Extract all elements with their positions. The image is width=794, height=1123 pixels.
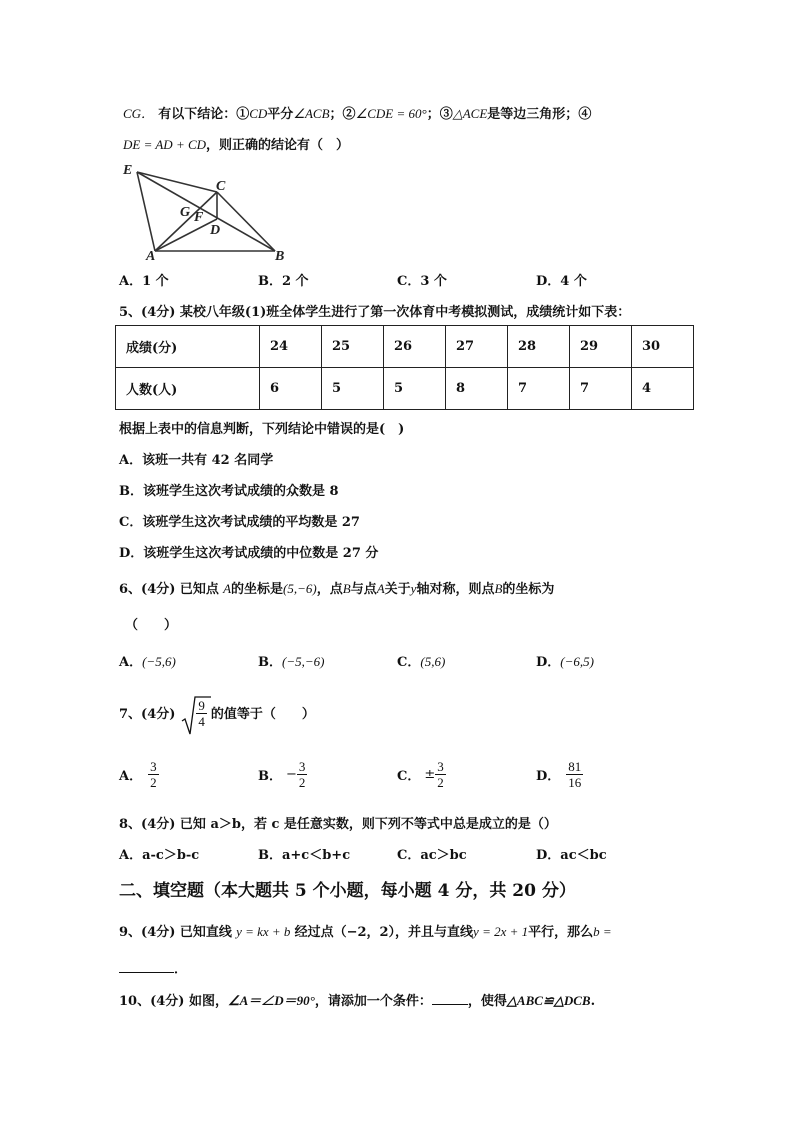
q6-option-b <box>258 651 324 670</box>
q6-option-c-value: (5,6) <box>420 654 446 669</box>
q9-answer-blank[interactable] <box>119 960 174 973</box>
fraction-denominator: 2 <box>437 774 444 790</box>
q7-option-d-fraction <box>566 759 583 790</box>
q9-line-2: y = 2x + 1 <box>473 924 529 939</box>
table-row <box>116 326 694 368</box>
q4-sep-2: ； <box>426 107 440 122</box>
q5-score-cell: 24 <box>260 326 322 368</box>
q5-score-cell: 27 <box>446 326 508 368</box>
q4-option-d: D．4 个 <box>536 274 587 289</box>
q6-option-a <box>119 651 176 670</box>
q6-paren: （ ） <box>125 618 178 633</box>
q9-answer-line <box>119 958 187 977</box>
q4-sep-1: ； <box>329 107 343 122</box>
label-E: E <box>123 163 133 178</box>
q4-conclusion-1-math: CD <box>249 106 268 121</box>
q6-option-b-label: B． <box>258 655 282 670</box>
q7-option-b-sign: − <box>286 766 297 782</box>
q4-geometry-figure <box>120 162 295 262</box>
q5-option-d: D．该班学生这次考试成绩的中位数是 27 分 <box>119 546 379 561</box>
q6-text-5: 轴对称，则点 <box>416 582 495 597</box>
fraction-denominator: 16 <box>568 774 582 790</box>
q6-coordinate: (5,−6) <box>283 581 317 596</box>
q8-stem: 8、(4分) 已知 a＞b，若 c 是任意实数，则下列不等式中总是成立的是（） <box>119 817 557 832</box>
q4-conclusion-2-math: ∠CDE = 60° <box>355 106 427 121</box>
q5-stem: 5、(4分) 某校八年级(1)班全体学生进行了第一次体育中考模拟测试，成绩统计如下表： <box>119 305 631 320</box>
fraction-numerator: 3 <box>150 758 157 774</box>
fraction-denominator: 2 <box>298 774 306 790</box>
q7-option-a <box>119 756 159 792</box>
q7-option-c <box>397 756 446 792</box>
label-A: A <box>146 249 156 262</box>
q5-count-cell: 4 <box>632 368 694 410</box>
line-EB <box>137 172 275 251</box>
q6-option-d-value: (−6,5) <box>560 654 594 669</box>
q6-point-a-2: A <box>376 581 385 596</box>
q8-option-b: B．a+c＜b+c <box>258 848 351 863</box>
q5-count-cell: 6 <box>260 368 322 410</box>
line-EA <box>137 172 155 251</box>
q7-option-b-fraction <box>297 759 308 790</box>
radical-sign-icon <box>181 695 211 737</box>
q7-radicand-numerator: 9 <box>198 698 205 713</box>
q10-tail: ，使得 <box>467 994 507 1009</box>
q6-text-3: 与点 <box>350 582 377 597</box>
q5-score-cell: 29 <box>570 326 632 368</box>
q5-count-cell: 5 <box>384 368 446 410</box>
q7-option-b-label: B． <box>258 768 282 784</box>
q5-score-table <box>115 325 694 410</box>
q7-suffix: 的值等于（ ） <box>210 706 315 722</box>
q10-prefix: 10、(4分) 如图， <box>119 994 228 1009</box>
q4-conclusion-3-mark: ③ <box>439 107 453 122</box>
q5-count-cell: 8 <box>446 368 508 410</box>
q6-option-c-label: C． <box>397 655 421 670</box>
q5-option-c: C．该班学生这次考试成绩的平均数是 27 <box>119 515 360 530</box>
q4-figure-lines <box>137 172 275 251</box>
q6-text-1: 的坐标是 <box>231 582 284 597</box>
line-CB <box>217 192 275 251</box>
q6-option-b-value: (−5,−6) <box>282 654 325 669</box>
q7-option-b <box>258 756 307 792</box>
q4-conclusion-4-math: DE = AD + CD <box>123 137 207 152</box>
q5-question: 根据上表中的信息判断，下列结论中错误的是( ) <box>119 422 405 437</box>
q6-y-axis: y <box>410 581 417 596</box>
q6-point-a: A <box>223 581 232 596</box>
label-C: C <box>216 179 226 194</box>
q10-answer-blank[interactable] <box>432 992 468 1005</box>
q4-conclusion-3-text: 是等边三角形； <box>487 107 579 122</box>
q7-option-c-label: C． <box>397 768 421 784</box>
q10-angles: ∠A＝∠D＝90° <box>227 993 315 1008</box>
q5-option-b: B．该班学生这次考试成绩的众数是 8 <box>119 484 339 499</box>
fraction-denominator: 2 <box>150 774 157 790</box>
q6-point-b: B <box>342 581 351 596</box>
q5-score-cell: 26 <box>384 326 446 368</box>
table-row <box>116 368 694 410</box>
q7-option-d-label: D． <box>536 768 561 784</box>
q4-question-text: ，则正确的结论有（ ） <box>206 138 350 153</box>
q10-mid: ，请添加一个条件： <box>314 994 432 1009</box>
q7-option-d <box>536 756 583 792</box>
q6-text-4: 关于 <box>384 582 411 597</box>
q9-text-1: 经过点（−2，2），并且与直线 <box>294 925 474 940</box>
label-D: D <box>210 223 221 238</box>
q5-score-cell: 28 <box>508 326 570 368</box>
q6-option-a-label: A． <box>119 655 143 670</box>
q4-conclusion-4-mark: ④ <box>578 107 592 122</box>
q9-line-1: y = kx + b <box>236 924 291 939</box>
q7-option-a-fraction <box>148 759 159 790</box>
q10-congruence: △ABC≌△DCB <box>506 993 591 1008</box>
q7-radicand-denominator: 4 <box>198 714 205 729</box>
q4-conclusion-3-math: △ACE <box>452 106 488 121</box>
q9-stem <box>119 921 612 940</box>
q4-option-a: A．1 个 <box>119 274 169 289</box>
q4-conclusion-1-text: 平分 <box>267 107 294 122</box>
q9-b-var: b = <box>593 924 612 939</box>
q5-score-cell: 30 <box>632 326 694 368</box>
q9-prefix: 9、(4分) 已知直线 <box>119 925 232 940</box>
q7-option-c-sign: ± <box>424 766 436 782</box>
q4-conclusion-2-mark: ② <box>342 107 356 122</box>
q4-line2 <box>123 134 349 153</box>
q9-tail: ． <box>174 962 188 977</box>
q5-score-cell: 25 <box>322 326 384 368</box>
q8-option-d: D．ac＜bc <box>536 848 607 863</box>
q6-option-d-label: D． <box>536 655 561 670</box>
q4-line1 <box>123 103 591 122</box>
q5-count-cell: 5 <box>322 368 384 410</box>
line-EC <box>137 172 217 192</box>
q4-cg: CG． <box>123 106 155 121</box>
q6-option-c <box>397 651 445 670</box>
label-B: B <box>275 249 285 262</box>
section-2-title: 二、填空题（本大题共 5 个小题，每小题 4 分，共 20 分） <box>119 881 576 901</box>
fraction-numerator: 3 <box>437 758 444 774</box>
q7-option-a-label: A． <box>119 768 143 784</box>
q6-text-2: ，点 <box>316 582 343 597</box>
q7-stem <box>119 690 315 734</box>
q7-option-c-fraction <box>435 759 446 790</box>
q6-point-b-2: B <box>494 581 503 596</box>
q10-stem <box>119 990 595 1009</box>
q5-row1-header: 成绩(分) <box>116 326 260 368</box>
q5-count-cell: 7 <box>570 368 632 410</box>
q4-option-c: C．3 个 <box>397 274 447 289</box>
q4-intro-text: 有以下结论： <box>158 107 237 122</box>
fraction-numerator: 3 <box>298 758 306 774</box>
q4-conclusion-1-angle: ∠ACB <box>293 106 330 121</box>
q4-option-b: B．2 个 <box>258 274 309 289</box>
q6-prefix: 6、(4分) 已知点 <box>119 582 219 597</box>
q7-square-root <box>181 695 207 729</box>
q9-text-2: 平行，那么 <box>528 925 594 940</box>
fraction-numerator: 81 <box>568 758 582 774</box>
q4-conclusion-1-mark: ① <box>236 107 250 122</box>
q6-stem <box>119 578 554 597</box>
q7-prefix: 7、(4分) <box>119 706 176 722</box>
q5-row2-header: 人数(人) <box>116 368 260 410</box>
q6-text-6: 的坐标为 <box>502 582 555 597</box>
q5-option-a: A．该班一共有 42 名同学 <box>119 453 274 468</box>
label-G: G <box>180 205 191 220</box>
line-AD <box>155 219 217 251</box>
q8-option-a: A．a-c＞b-c <box>119 848 200 863</box>
q5-count-cell: 7 <box>508 368 570 410</box>
q6-option-d <box>536 651 594 670</box>
q8-option-c: C．ac＞bc <box>397 848 467 863</box>
q6-option-a-value: (−5,6) <box>142 654 176 669</box>
q10-end: . <box>590 994 596 1009</box>
label-F: F <box>194 210 204 225</box>
